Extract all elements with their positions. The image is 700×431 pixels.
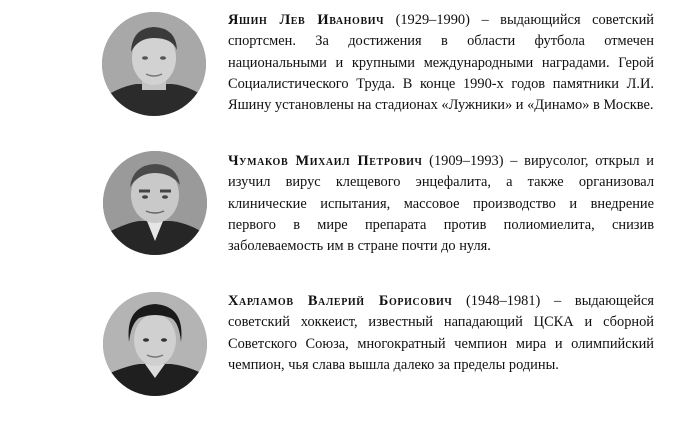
life-years: (1948–1981) [466,293,541,309]
portrait-illustration [103,151,207,255]
portrait-photo [102,12,206,116]
biography-description: – выдающейся советский хоккеист, известный нападающий ЦСКА и сборной Советского Союза, многократный чемпион мира и олимпийский чемпион, чья слава вышла далеко за пределы родины. [228,293,654,373]
biography-text [228,291,654,376]
portrait-photo [103,292,207,396]
portrait-photo [103,151,207,255]
life-years: (1909–1993) [429,153,504,169]
person-name: Чумаков Михаил Петрович [228,153,423,169]
biography-text [228,10,654,116]
biography-text [228,151,654,257]
person-name: Яшин Лев Иванович [228,12,385,28]
portrait-illustration [103,292,207,396]
biography-description: – вирусолог, открыл и изучил вирус клещевого энцефалита, а также организовал клинические испытания, массовое производство и внедрение первого в мире препарата против полиомиелита, снизив заболеваемость им в стране почти до нуля. [228,153,654,255]
portrait-illustration [102,12,206,116]
person-name: Харламов Валерий Борисович [228,293,453,309]
life-years: (1929–1990) [395,12,470,28]
biography-description: – выдающийся советский спортсмен. За достижения в области футбола отмечен национальными и крупными международными наградами. Герой Социалистического Труда. В конце 1990-х годов памятники Л.И. Яшину установлены на стадионах «Лужники» и «Динамо» в Москве. [228,12,655,114]
